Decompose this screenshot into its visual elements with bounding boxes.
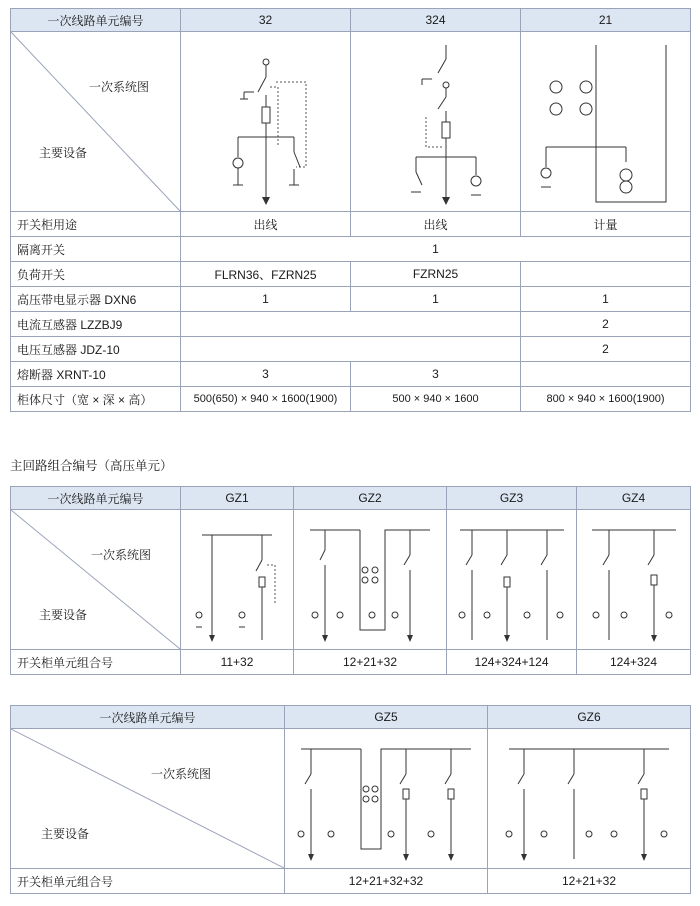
cell-value: 1 [521, 287, 691, 312]
cell-value: 计量 [521, 212, 691, 237]
header-label: 一次线路单元编号 [11, 9, 181, 32]
equipment-label: 主要设备 [39, 146, 88, 160]
cell-value: 500(650) × 940 × 1600(1900) [181, 387, 351, 412]
column-header: GZ3 [447, 487, 577, 510]
header-label: 一次线路单元编号 [11, 706, 285, 729]
header-label: 一次线路单元编号 [11, 487, 181, 510]
column-header: GZ2 [294, 487, 447, 510]
cell-value: 3 [351, 362, 521, 387]
cell-value [521, 362, 691, 387]
diagonal-header-cell [11, 729, 285, 869]
cell-value: 1 [181, 287, 351, 312]
section-title: 主回路组合编号（高压单元） [10, 459, 173, 473]
row-label: 开关柜用途 [11, 212, 181, 237]
cell-value: FZRN25 [351, 262, 521, 287]
row-label: 电流互感器 LZZBJ9 [11, 312, 181, 337]
cell-value: 1 [351, 287, 521, 312]
cell-value: 1 [181, 237, 691, 262]
cell-value: 11+32 [181, 650, 294, 675]
cell-value: FLRN36、FZRN25 [181, 262, 351, 287]
cell-value: 124+324+124 [447, 650, 577, 675]
diagonal-header-cell [11, 510, 181, 650]
cell-value: 出线 [351, 212, 521, 237]
diagram-label: 一次系统图 [151, 767, 212, 781]
row-label: 隔离开关 [11, 237, 181, 262]
row-label: 开关柜单元组合号 [11, 650, 181, 675]
cell-value: 12+21+32+32 [285, 869, 488, 894]
cell-value: 3 [181, 362, 351, 387]
row-label: 熔断器 XRNT-10 [11, 362, 181, 387]
column-header: GZ6 [488, 706, 691, 729]
cell-value [521, 262, 691, 287]
cell-value: 2 [521, 337, 691, 362]
schematic-gz4 [577, 510, 691, 650]
column-header: GZ1 [181, 487, 294, 510]
row-label: 柜体尺寸（宽 × 深 × 高） [11, 387, 181, 412]
row-label: 开关柜单元组合号 [11, 869, 285, 894]
column-header: 21 [521, 9, 691, 32]
cell-value [181, 312, 521, 337]
diagram-label: 一次系统图 [91, 548, 152, 562]
schematic-gz1 [181, 510, 294, 650]
unit-table [10, 8, 691, 412]
column-header: 32 [181, 9, 351, 32]
schematic-21 [521, 32, 691, 212]
column-header: GZ4 [577, 487, 691, 510]
equipment-label: 主要设备 [41, 827, 90, 841]
schematic-32 [181, 32, 351, 212]
equipment-label: 主要设备 [39, 608, 88, 622]
schematic-324 [351, 32, 521, 212]
row-label: 电压互感器 JDZ-10 [11, 337, 181, 362]
combination-table-2 [10, 705, 691, 894]
cell-value: 500 × 940 × 1600 [351, 387, 521, 412]
cell-value: 2 [521, 312, 691, 337]
diagram-label: 一次系统图 [89, 80, 150, 94]
row-label: 负荷开关 [11, 262, 181, 287]
schematic-gz3 [447, 510, 577, 650]
schematic-gz5 [285, 729, 488, 869]
diagonal-header-cell [11, 32, 181, 212]
combination-table [10, 486, 691, 675]
cell-value [181, 337, 521, 362]
cell-value: 800 × 940 × 1600(1900) [521, 387, 691, 412]
cell-value: 出线 [181, 212, 351, 237]
row-label: 高压带电显示器 DXN6 [11, 287, 181, 312]
schematic-gz6 [488, 729, 691, 869]
schematic-gz2 [294, 510, 447, 650]
column-header: 324 [351, 9, 521, 32]
cell-value: 124+324 [577, 650, 691, 675]
cell-value: 12+21+32 [294, 650, 447, 675]
cell-value: 12+21+32 [488, 869, 691, 894]
column-header: GZ5 [285, 706, 488, 729]
